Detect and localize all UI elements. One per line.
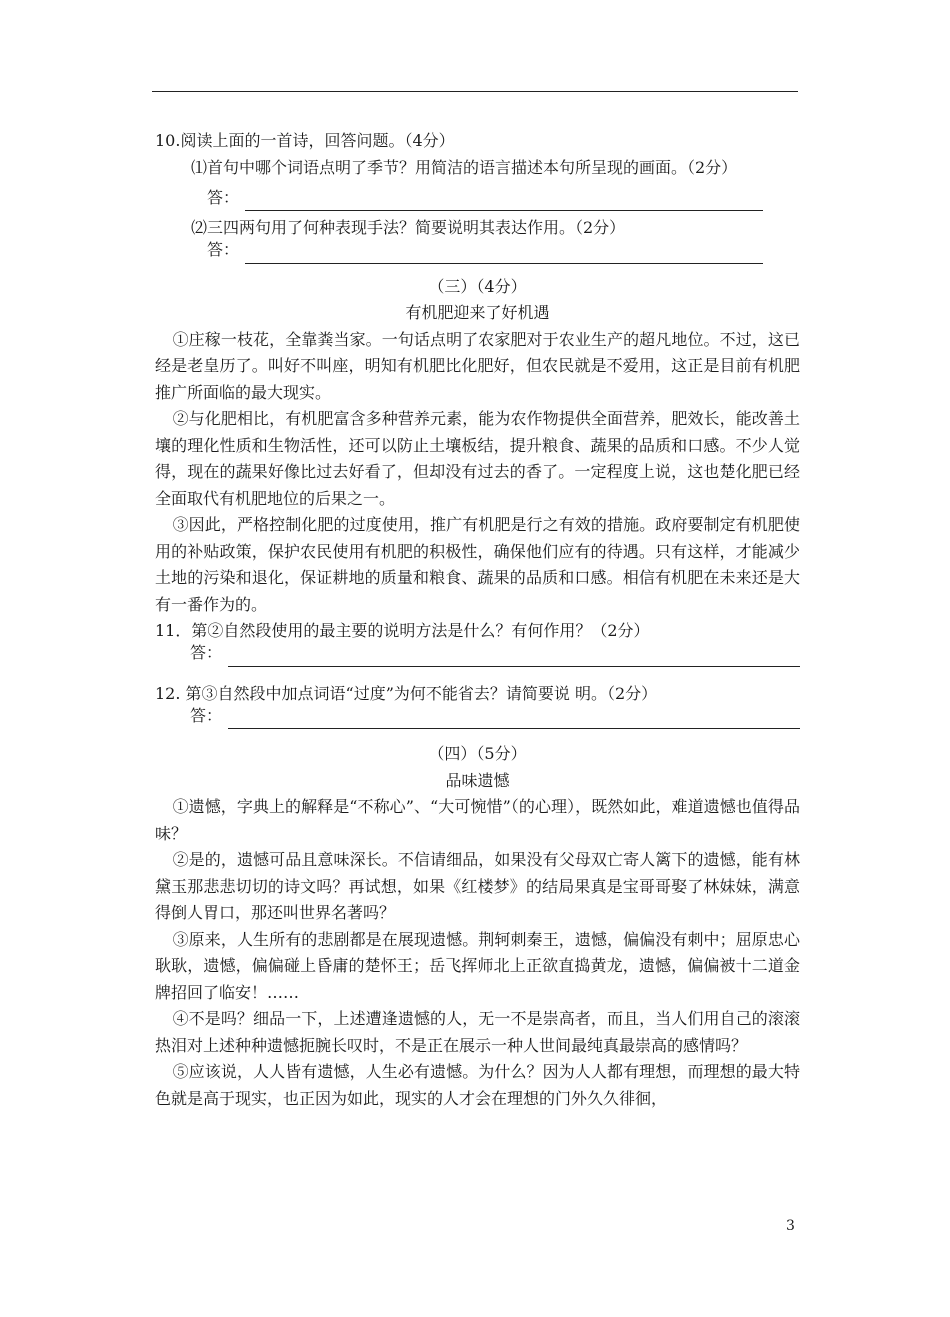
answer-10-1[interactable] [155,181,800,211]
question-10-sub-2: ⑵三四两句用了何种表现手法？简要说明其表达作用。（2分） [191,218,626,237]
answer-line[interactable] [228,710,800,729]
answer-label: 答： [207,240,240,259]
section-3-paragraph-3: ③因此，严格控制化肥的过度使用，推广有机肥是行之有效的措施。政府要制定有机肥使用的补贴政策，保护农民使用有机肥的积极性，确保他们应有的待遇。只有这样，才能减少土地的污染和退化，保证耕地的质量和粮食、蔬果的品质和口感。相信有机肥在未来还是大有一番作为的。 [155,515,800,614]
question-10-title: 10.阅读上面的一首诗，回答问题。（4分） [155,131,455,150]
section-4-paragraph-1: ①遗憾，字典上的解释是“不称心”、“大可惋惜”（的心理），既然如此，难道遗憾也值得品味？ [155,797,800,843]
answer-11[interactable] [155,645,800,667]
question-10-sub-1: ⑴首句中哪个词语点明了季节？用简洁的语言描述本句所呈现的画面。（2分） [191,157,738,177]
answer-line[interactable] [245,245,763,264]
answer-label: 答： [207,187,240,207]
answer-10-2[interactable] [155,242,800,264]
section-3-paragraph-2: ②与化肥相比，有机肥富含多种营养元素，能为农作物提供全面营养，肥效长，能改善土壤的理化性质和生物活性，还可以防止土壤板结，提升粮食、蔬果的品质和口感。不少人觉得，现在的蔬果好像比过去好看了，但却没有过去的香了。一定程度上说，这也楚化肥已经全面取代有机肥地位的后果之一。 [155,409,800,508]
section-3-title: 有机肥迎来了好机遇 [405,303,550,322]
answer-line[interactable] [228,648,800,667]
answer-12[interactable] [155,707,800,729]
answer-label: 答： [190,705,223,725]
answer-line[interactable] [245,192,763,211]
question-11: 11．第②自然段使用的最主要的说明方法是什么？有何作用？（2分） [155,621,650,640]
section-4-paragraph-2: ②是的，遗憾可品且意味深长。不信请细品，如果没有父母双亡寄人篱下的遗憾，能有林黛玉那悲悲切切的诗文吗？再试想，如果《红楼梦》的结局果真是宝哥哥娶了林妹妹，满意得倒人胃口，那还叫世界名著吗？ [155,850,800,922]
section-4-heading: （四）（5分） [428,744,527,763]
section-3-heading: （三）（4分） [428,276,527,296]
section-4-paragraph-5: ⑤应该说，人人皆有遗憾，人生必有遗憾。为什么？因为人人都有理想，而理想的最大特色就是高于现实，也正因为如此，现实的人才会在理想的门外久久徘徊， [155,1062,800,1108]
page-content [155,128,800,1112]
section-4-paragraph-4: ④不是吗？细品一下，上述遭逢遗憾的人，无一不是崇高者，而且，当人们用自己的滚滚热泪对上述种种遗憾扼腕长叹时，不是正在展示一种人世间最纯真最崇高的感情吗？ [155,1009,800,1055]
section-4-paragraph-3: ③原来，人生所有的悲剧都是在展现遗憾。荆轲刺秦王，遗憾，偏偏没有刺中；屈原忠心耿耿，遗憾，偏偏碰上昏庸的楚怀王；岳飞挥师北上正欲直捣黄龙，遗憾，偏偏被十二道金牌招回了临安！…… [155,929,800,1002]
section-4-title: 品味遗憾 [445,770,510,790]
answer-label: 答： [190,643,223,662]
question-12: 12. 第③自然段中加点词语“过度”为何不能省去？请简要说 明。（2分） [155,683,658,703]
page-number: 3 [786,1218,795,1234]
header-rule [152,91,798,92]
section-3-paragraph-1: ①庄稼一枝花，全靠粪当家。一句话点明了农家肥对于农业生产的超凡地位。不过，这已经是老皇历了。叫好不叫座，明知有机肥比化肥好，但农民就是不爱用，这正是目前有机肥推广所面临的最大现实。 [155,329,800,402]
